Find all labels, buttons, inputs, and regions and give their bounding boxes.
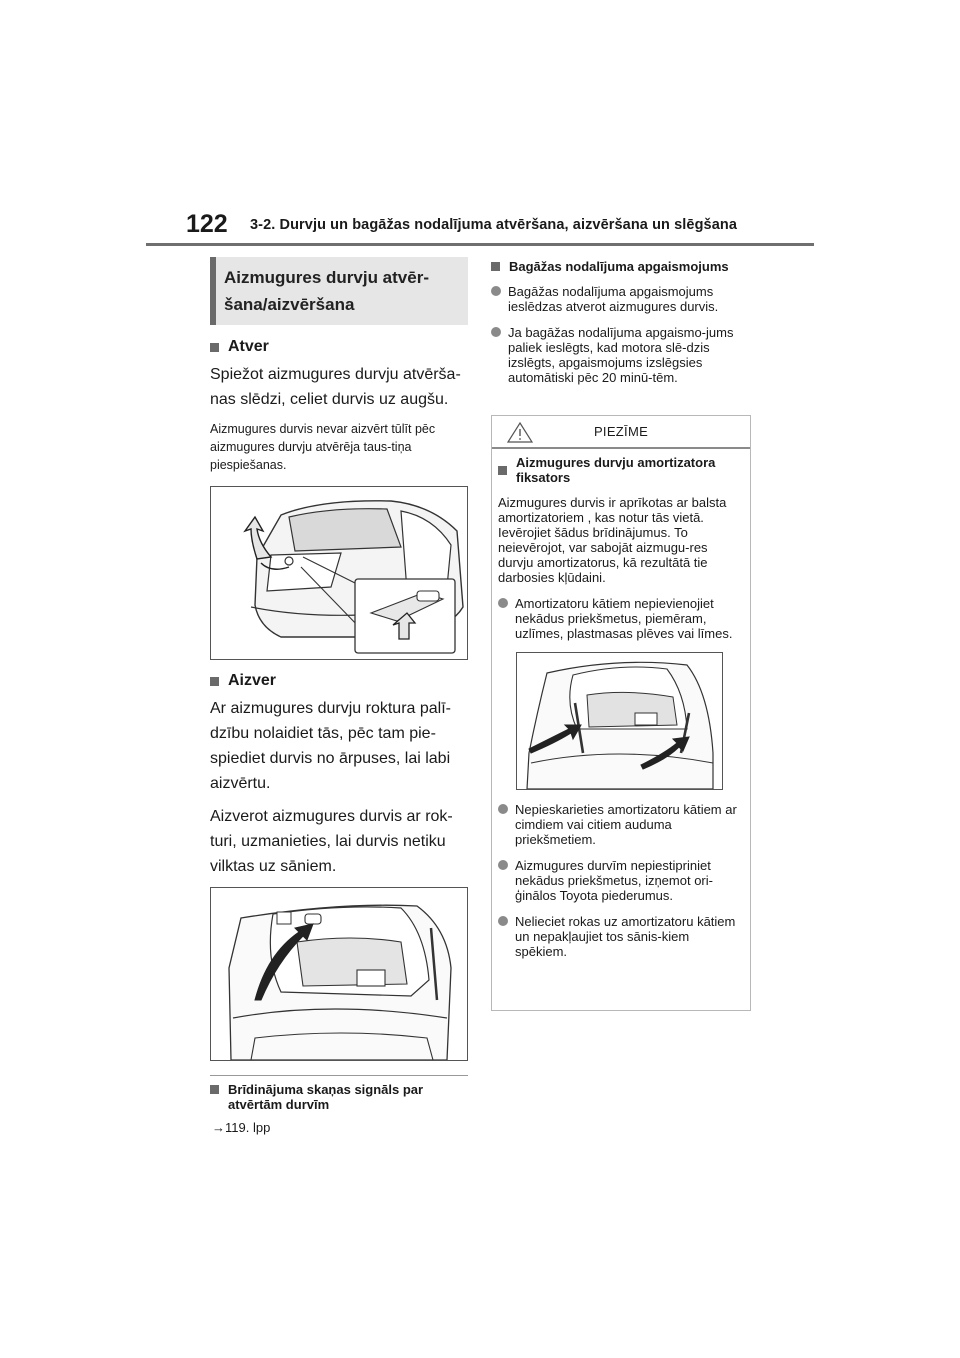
close-heading [210, 672, 468, 690]
light-heading-text: Bagāžas nodalījuma apgaismojums [509, 259, 729, 274]
close-tailgate-illustration [210, 887, 468, 1061]
left-column [210, 257, 468, 1135]
chapter-title: 3-2. Durvju un bagāžas nodalījuma atvēršana, aizvēršana un slēgšana [250, 217, 737, 233]
square-bullet-icon [491, 262, 500, 271]
tailgate-handle-drawing [211, 888, 467, 1060]
close-body-2: Aizverot aizmugures durvis ar rok-turi, uzmanieties, lai durvis netiku vilktas uz sāniem. [210, 808, 453, 875]
damper-stays-illustration [516, 652, 723, 790]
close-heading-text: Aizver [228, 672, 277, 689]
section-title-line-2: šana/aizvēršana [224, 295, 355, 314]
light-bullet-text: Ja bagāžas nodalījuma apgaismo-jums paliek ieslēgts, kad motora slē-dzis izslēgts, apgaismojums izslēgsies automātiski pēc 20 minū-tēm. [508, 325, 734, 385]
note-bullet-text: Aizmugures durvīm nepiestipriniet nekādus priekšmetus, izņemot ori-ģinālos Toyota piederumus. [515, 858, 713, 903]
note-heading [498, 455, 744, 485]
tailgate-dampers-drawing [517, 653, 722, 789]
note-bullet-text: Amortizatoru kātiem nepievienojiet nekādus priekšmetus, piemēram, uzlīmes, plastmasas plēves vai līmes. [515, 596, 733, 641]
note-bullet-item [498, 914, 744, 959]
square-bullet-icon [210, 677, 219, 686]
arrow-right-icon: → [212, 1120, 225, 1135]
round-bullet-icon [498, 804, 508, 814]
warning-heading-text: Brīdinājuma skaņas signāls par atvērtām durvīm [228, 1082, 424, 1112]
open-tailgate-illustration [210, 486, 468, 660]
note-divider [492, 447, 750, 449]
light-heading [491, 259, 751, 274]
note-header [492, 416, 750, 447]
note-heading-text: Aizmugures durvju amortizatora fiksators [516, 455, 716, 485]
round-bullet-icon [498, 916, 508, 926]
note-bullet-text: Nelieciet rokas uz amortizatoru kātiem un nepakļaujiet tos sānis-kiem spēkiem. [515, 914, 736, 959]
warning-heading [210, 1082, 468, 1112]
page-number: 122 [186, 210, 228, 238]
round-bullet-icon [498, 598, 508, 608]
round-bullet-icon [491, 327, 501, 337]
note-bullet-item [498, 596, 744, 641]
square-bullet-icon [210, 1085, 219, 1094]
square-bullet-icon [498, 466, 507, 475]
note-content [492, 455, 750, 959]
square-bullet-icon [210, 343, 219, 352]
note-bullet-item [498, 858, 744, 903]
note-label: PIEZĪME [593, 424, 649, 439]
section-title-box [210, 257, 468, 325]
divider [210, 1075, 468, 1076]
open-heading [210, 338, 468, 356]
note-bullet-item [498, 802, 744, 847]
close-body-1: Ar aizmugures durvju roktura palī-dzību nolaidiet tās, pēc tam pie-spiediet durvis no ārpuses, lai labi aizvērtu. [210, 700, 451, 792]
light-bullet-text: Bagāžas nodalījuma apgaismojums ieslēdzas atverot aizmugures durvis. [508, 284, 719, 314]
note-box [491, 415, 751, 1011]
note-bullet-text: Nepieskarieties amortizatoru kātiem ar cimdiem vai citiem auduma priekšmetiem. [515, 802, 737, 847]
warning-triangle-icon [507, 422, 533, 443]
note-intro: Aizmugures durvis ir aprīkotas ar balsta amortizatoriem , kas notur tās vietā. Ievērojiet šādus brīdinājumus. To neievērojot, var sabojāt aizmugu-res durvju amortizatorus, kā rezultātā tie darbosies kļūdaini. [498, 495, 727, 585]
round-bullet-icon [498, 860, 508, 870]
open-heading-text: Atver [228, 338, 269, 355]
page-reference[interactable] [212, 1120, 468, 1135]
light-bullet-item [491, 325, 751, 385]
section-title-line-1: Aizmugures durvju atvēr- [224, 268, 429, 287]
open-note: Aizmugures durvis nevar aizvērt tūlīt pēc aizmugures durvju atvērēja taus-tiņa piespiešanas. [210, 422, 436, 472]
page-reference-text: 119. lpp [225, 1120, 271, 1135]
round-bullet-icon [491, 286, 501, 296]
open-body: Spiežot aizmugures durvju atvērša-nas slēdzi, celiet durvis uz augšu. [210, 366, 461, 408]
car-rear-open-switch-drawing [211, 487, 467, 659]
light-bullet-item [491, 284, 751, 314]
right-column [491, 257, 751, 396]
header-rule [146, 243, 814, 246]
